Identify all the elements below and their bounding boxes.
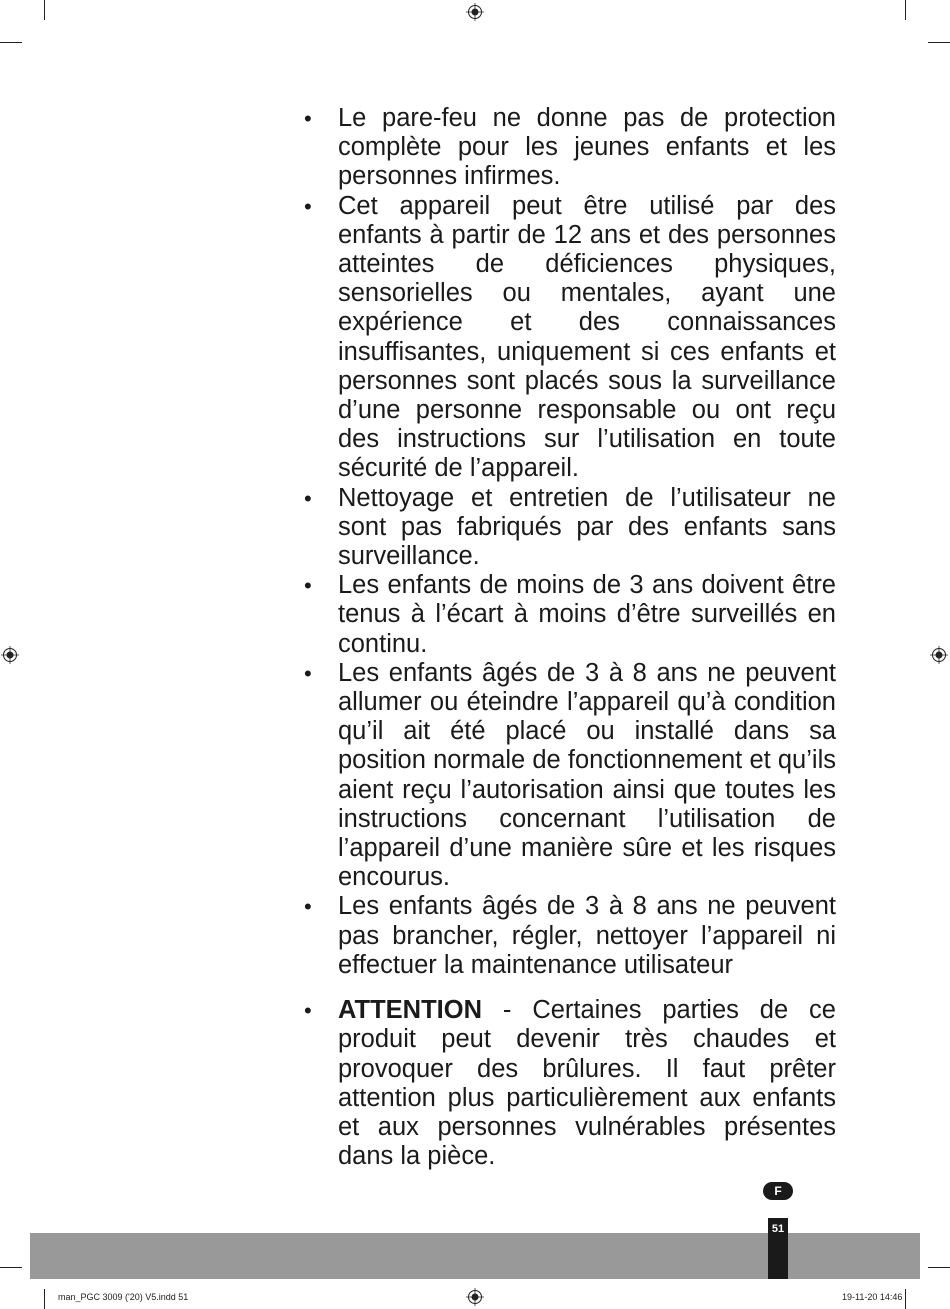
crop-mark xyxy=(928,1267,950,1268)
bullet-text: Les enfants âgés de 3 à 8 ans ne peuvent pas brancher, régler, nettoyer l’appareil ni effectuer la maintenance utilisateur xyxy=(338,892,836,979)
bullet-item xyxy=(300,571,836,659)
slug-date: 19-11-20 14:46 xyxy=(842,1292,903,1302)
bullet-text: Le pare-feu ne donne pas de protection complète pour les jeunes enfants et les personnes infirmes. xyxy=(338,104,836,191)
bullet-item xyxy=(300,192,836,484)
crop-mark xyxy=(905,1289,906,1309)
bullet-text: Les enfants de moins de 3 ans doivent être tenus à l’écart à moins d’être surveillés en continu. xyxy=(338,571,836,658)
registration-mark-icon xyxy=(466,1288,484,1306)
registration-mark-icon xyxy=(930,646,948,664)
crop-mark xyxy=(928,42,950,43)
bullet-icon: • xyxy=(304,193,312,219)
bullet-item xyxy=(300,659,836,893)
language-badge: F xyxy=(763,1182,793,1200)
bullet-text: Cet appareil peut être utilisé par des enfants à partir de 12 ans et des personnes atteintes de déficiences physiques, sensorielles ou mentales, ayant une expérience et des connaissances insuffisantes, uniquement si ces enfants et personnes sont placés sous la surveillance d’une personne responsable ou ont reçu des instructions sur l’utilisation en toute sécurité de l’appareil. xyxy=(338,191,836,483)
attention-text: - Certaines parties de ce produit peut devenir très chaudes et provoquer des brûlures. Il faut prêter attention plus particulièrement aux enfants et aux personnes vulnérables présentes dans la pièce. xyxy=(338,996,836,1171)
crop-mark xyxy=(44,0,45,20)
bullet-icon: • xyxy=(304,894,312,920)
bullet-item xyxy=(300,104,836,192)
attention-item xyxy=(300,996,836,1171)
crop-mark xyxy=(0,1267,22,1268)
bullet-text: Nettoyage et entretien de l’utilisateur ne sont pas fabriqués par des enfants sans surveillance. xyxy=(338,483,836,571)
bullet-icon: • xyxy=(304,573,312,599)
registration-mark-icon xyxy=(1,646,19,664)
bullet-list xyxy=(300,104,836,1171)
registration-mark-icon xyxy=(466,3,484,21)
safety-instructions xyxy=(300,104,836,1171)
bullet-text: Les enfants âgés de 3 à 8 ans ne peuvent allumer ou éteindre l’appareil qu’à condition qu’il ait été placé ou installé dans sa position normale de fonctionnement et qu’ils aient reçu l’autorisation ainsi que toutes les instructions concernant l’utilisation de l’appareil d’une manière sûre et les risques encourus. xyxy=(338,658,836,892)
crop-mark xyxy=(0,42,22,43)
bullet-item xyxy=(300,892,836,980)
bullet-icon: • xyxy=(304,998,312,1024)
crop-mark xyxy=(44,1289,45,1309)
crop-mark xyxy=(905,0,906,20)
bullet-item xyxy=(300,484,836,572)
bullet-icon: • xyxy=(304,485,312,511)
bullet-icon: • xyxy=(304,660,312,686)
bullet-icon: • xyxy=(304,106,312,131)
page-number: 51 xyxy=(768,1218,788,1279)
slug-file: man_PGC 3009 ('20) V5.indd 51 xyxy=(58,1292,189,1302)
attention-label: ATTENTION xyxy=(338,996,483,1025)
